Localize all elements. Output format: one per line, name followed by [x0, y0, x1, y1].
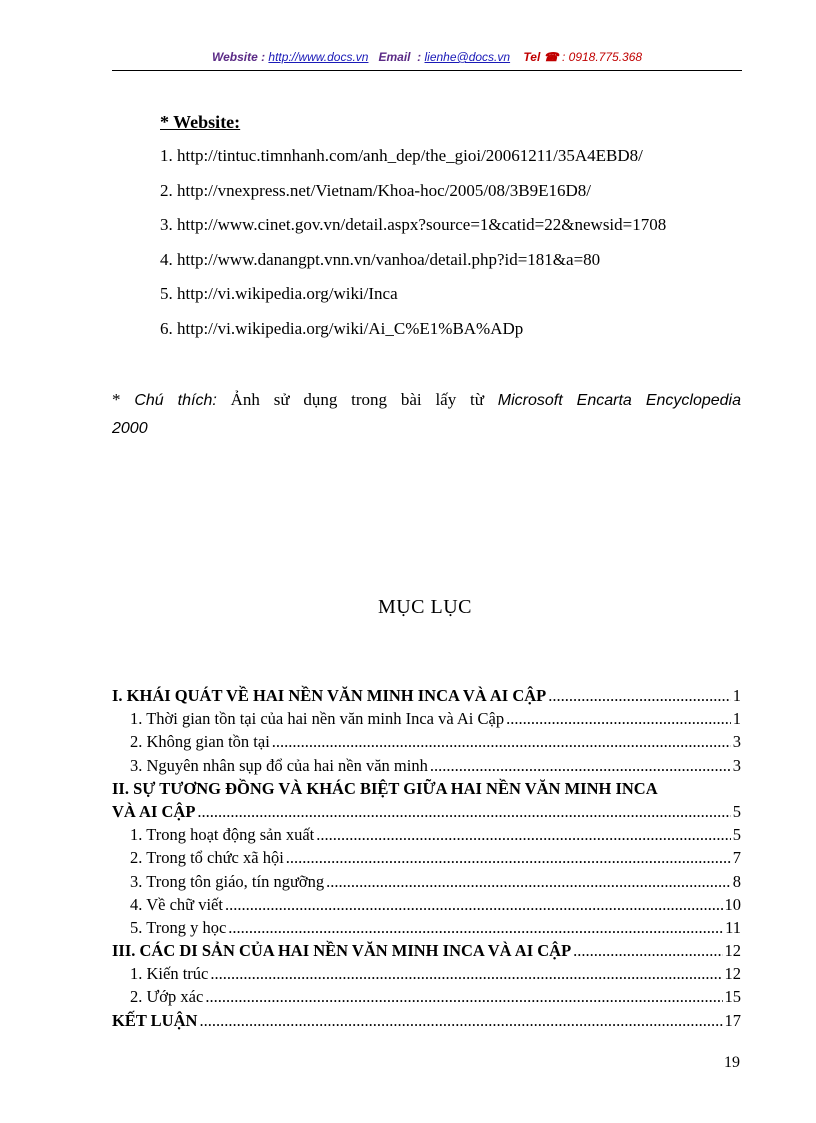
website-item: 6. http://vi.wikipedia.org/wiki/Ai_C%E1%BA%ADp — [160, 318, 524, 338]
header-divider — [112, 70, 742, 71]
toc-title: MỤC LỤC — [377, 596, 473, 618]
toc-entry-page: 11 — [725, 917, 741, 937]
note-source: Microsoft Encarta Encyclopedia — [497, 392, 742, 409]
toc-leader-dots — [573, 939, 722, 962]
toc-entry-page: 10 — [724, 894, 741, 914]
toc-leader-dots — [199, 1009, 722, 1032]
toc-entry-title: III. CÁC DI SẢN CỦA HAI NỀN VĂN MINH INCA VÀ AI CẬP — [112, 941, 572, 961]
toc-leader-dots — [286, 846, 731, 869]
tel-value: 0918.775.368 — [568, 50, 643, 64]
websites-list — [160, 146, 666, 354]
toc-entry-page: 8 — [732, 871, 741, 891]
email-link[interactable]: lienhe@docs.vn — [424, 50, 511, 64]
toc-entry[interactable] — [112, 777, 741, 800]
toc-entry-page: 17 — [724, 1010, 741, 1030]
toc-leader-dots — [205, 985, 722, 1008]
toc-entry-page: 1 — [732, 709, 741, 729]
toc-leader-dots — [316, 823, 730, 846]
toc-entry-title: I. KHÁI QUÁT VỀ HAI NỀN VĂN MINH INCA VÀ AI CẬP — [112, 686, 547, 705]
website-item: 4. http://www.danangpt.vnn.vn/vanhoa/detail.php?id=181&a=80 — [160, 249, 601, 269]
page-number: 19 — [724, 1054, 740, 1071]
email-label: Email — [378, 50, 411, 64]
note-text: Ảnh sử dụng trong bài lấy từ — [216, 390, 498, 409]
toc-entry[interactable] — [112, 985, 741, 1008]
toc-entry[interactable] — [112, 939, 741, 962]
toc-entry-title: 2. Trong tổ chức xã hội — [130, 848, 284, 868]
toc-entry-page: 5 — [732, 825, 741, 845]
toc-entry-title: 1. Trong hoạt động sản xuất — [130, 825, 315, 845]
toc-entry-title: 1. Kiến trúc — [130, 964, 209, 984]
toc-entry-page: 5 — [732, 801, 741, 821]
toc-entry[interactable] — [112, 962, 741, 985]
toc-entry-page: 3 — [732, 755, 741, 775]
toc-leader-dots — [272, 730, 731, 753]
toc-entry-page: 7 — [732, 848, 741, 868]
toc-entry[interactable] — [112, 707, 741, 730]
toc-entry[interactable] — [112, 823, 741, 846]
toc-entry[interactable] — [112, 916, 741, 939]
website-item: 5. http://vi.wikipedia.org/wiki/Inca — [160, 284, 398, 304]
toc-entry-page: 12 — [724, 941, 741, 961]
toc-leader-dots — [430, 754, 731, 777]
table-of-contents — [112, 684, 741, 1032]
toc-entry-title: 5. Trong y học — [130, 917, 227, 937]
toc-leader-dots — [210, 962, 722, 985]
toc-entry[interactable] — [112, 1009, 741, 1032]
website-item: 2. http://vnexpress.net/Vietnam/Khoa-hoc/2005/08/3B9E16D8/ — [160, 180, 592, 200]
toc-entry-title: 2. Không gian tồn tại — [130, 732, 270, 752]
toc-entry[interactable] — [112, 846, 741, 869]
toc-leader-dots — [197, 800, 730, 823]
websites-heading: * Website: — [160, 112, 241, 132]
toc-entry-title: VÀ AI CẬP — [112, 801, 196, 821]
website-label: Website — [211, 50, 258, 64]
phone-icon: ☎ — [543, 50, 559, 64]
toc-entry-title: 3. Trong tôn giáo, tín ngưỡng — [130, 871, 325, 891]
toc-leader-dots — [326, 870, 731, 893]
image-source-note: * Chú thích: Ảnh sử dụng trong bài lấy từ Microsoft Encarta Encyclopedia — [112, 390, 742, 409]
toc-entry-page: 1 — [732, 686, 741, 705]
tel-label: Tel — [523, 50, 541, 64]
toc-entry-title: 1. Thời gian tồn tại của hai nền văn minh Inca và Ai Cập — [130, 709, 505, 729]
toc-entry-title: II. SỰ TƯƠNG ĐỒNG VÀ KHÁC BIỆT GIỮA HAI NỀN VĂN MINH INCA — [112, 778, 658, 798]
toc-leader-dots — [548, 684, 730, 707]
toc-entry-title: 3. Nguyên nhân sụp đổ của hai nền văn minh — [130, 755, 428, 775]
toc-leader-dots — [228, 916, 723, 939]
toc-entry[interactable] — [112, 754, 741, 777]
note-year: 2000 — [112, 420, 148, 437]
toc-entry-page: 12 — [724, 964, 741, 984]
toc-entry[interactable] — [112, 893, 741, 916]
toc-entry-title: 2. Ướp xác — [130, 987, 204, 1007]
toc-entry[interactable] — [112, 730, 741, 753]
note-label: Chú thích: — [134, 392, 217, 409]
toc-leader-dots — [225, 893, 723, 916]
website-link[interactable]: http://www.docs.vn — [268, 50, 369, 64]
toc-entry-page: 15 — [724, 987, 741, 1007]
website-item: 1. http://tintuc.timnhanh.com/anh_dep/the_gioi/20061211/35A4EBD8/ — [160, 146, 643, 165]
toc-entry-page: 3 — [732, 732, 741, 752]
page-header: Website : http://www.docs.vn Email : lienhe@docs.vn Tel ☎ : 0918.775.368 — [211, 50, 643, 64]
toc-entry-title: 4. Về chữ viết — [130, 894, 223, 914]
toc-entry-title: KẾT LUẬN — [112, 1010, 198, 1030]
toc-leader-dots — [506, 707, 731, 730]
website-item: 3. http://www.cinet.gov.vn/detail.aspx?source=1&catid=22&newsid=1708 — [160, 215, 667, 235]
toc-entry[interactable] — [112, 684, 741, 707]
toc-entry[interactable] — [112, 870, 741, 893]
toc-entry[interactable] — [112, 800, 741, 823]
